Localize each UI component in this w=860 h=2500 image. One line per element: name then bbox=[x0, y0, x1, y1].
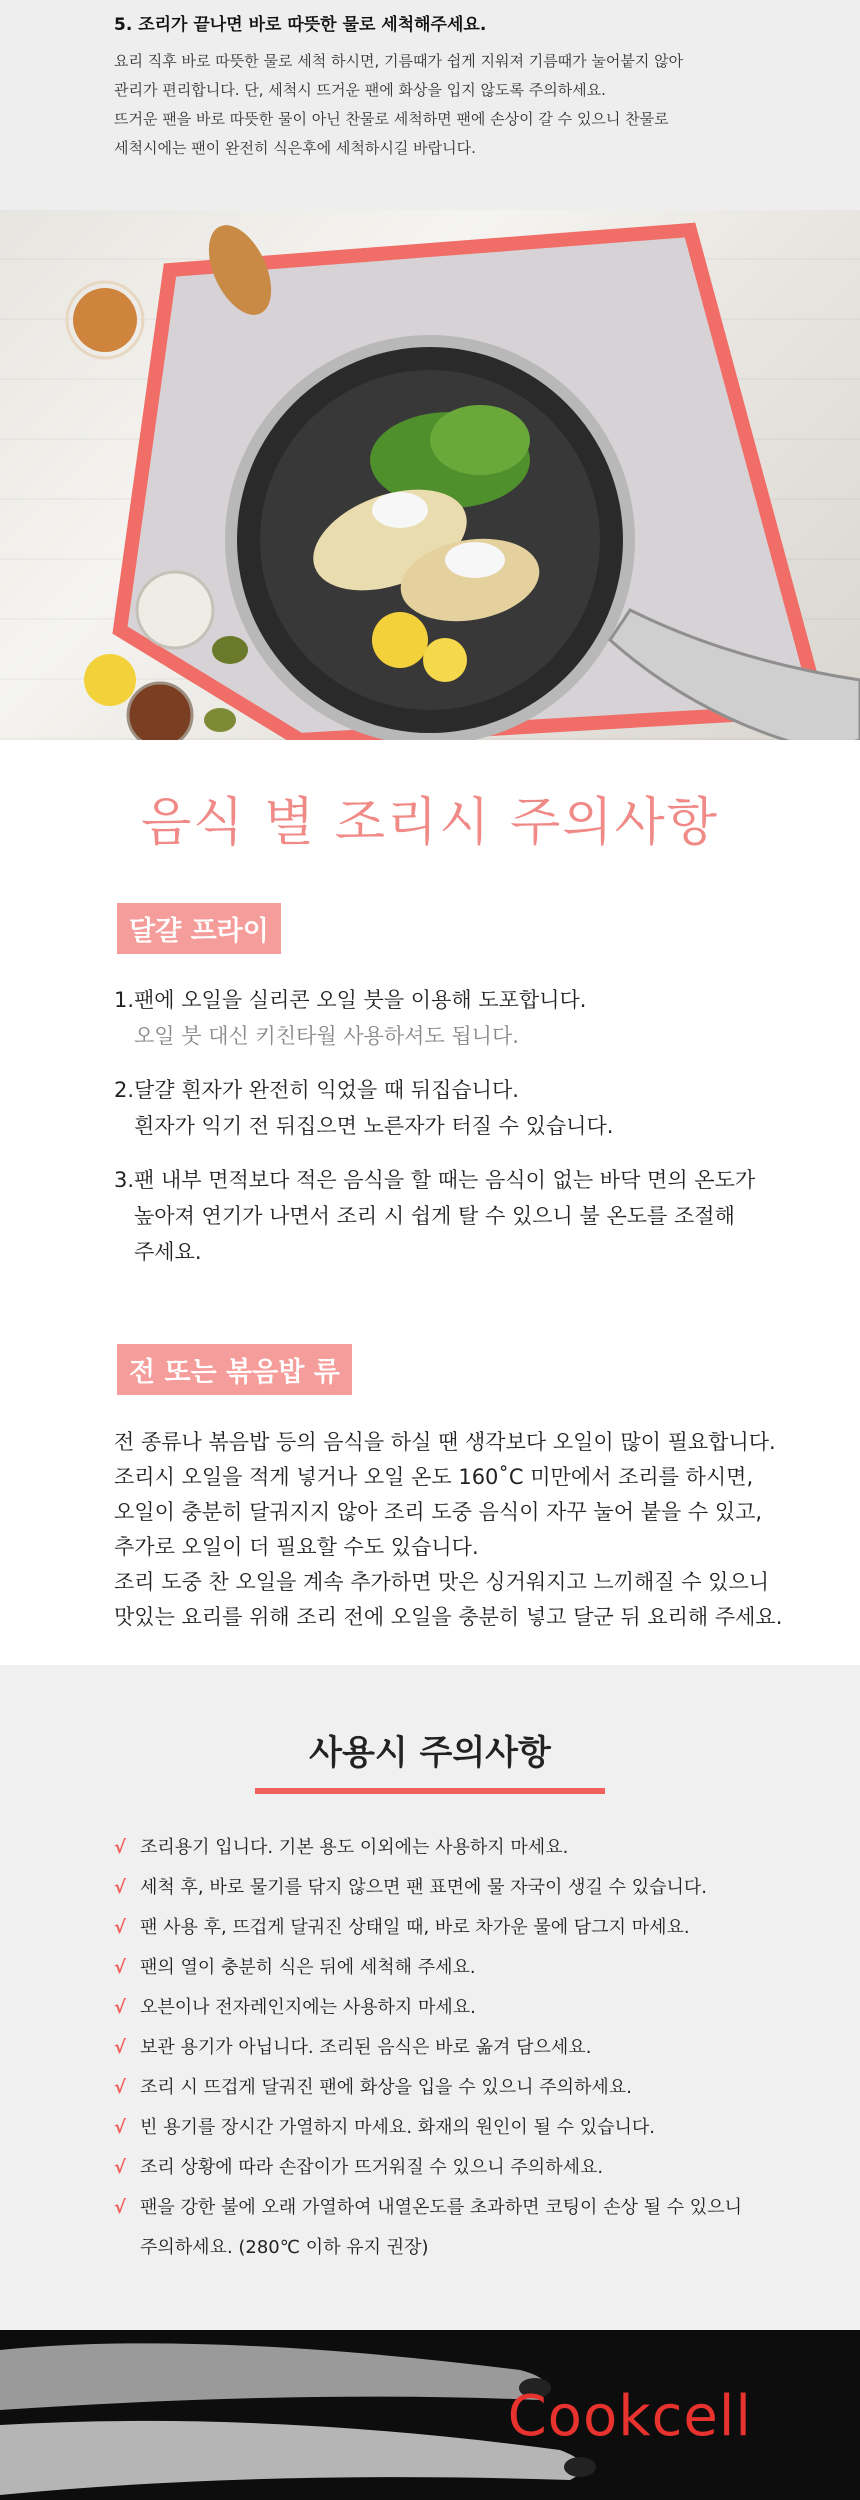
check-icon: √ bbox=[114, 2077, 127, 2098]
list-item: 3.팬 내부 면적보다 적은 음식을 할 때는 음식이 없는 바닥 면의 온도가 높아져 연기가 나면서 조리 시 쉽게 탈 수 있으니 불 온도를 조절해 주세요. bbox=[114, 1168, 756, 1264]
egg-fry-list bbox=[114, 982, 764, 1270]
check-icon: √ bbox=[114, 2037, 127, 2058]
list-item: √ 팬 사용 후, 뜨겁게 달궈진 상태일 때, 바로 차가운 물에 담그지 마세요. bbox=[114, 1908, 794, 1948]
list-item: √ 조리용기 입니다. 기본 용도 이외에는 사용하지 마세요. bbox=[114, 1828, 794, 1868]
list-item: √ 오븐이나 전자레인지에는 사용하지 마세요. bbox=[114, 1988, 794, 2028]
cleaning-tip-line: 뜨거운 팬을 바로 따뜻한 물이 아닌 찬물로 세척하면 팬에 손상이 갈 수 있으니 찬물로 bbox=[114, 110, 669, 128]
list-item: √ 조리 상황에 따라 손잡이가 뜨거워질 수 있으니 주의하세요. bbox=[114, 2148, 794, 2188]
cleaning-tip-line: 관리가 편리합니다. 단, 세척시 뜨거운 팬에 화상을 입지 않도록 주의하세요. bbox=[114, 81, 606, 99]
check-icon: √ bbox=[114, 2197, 127, 2218]
cookcell-logo: Cookcell bbox=[507, 2384, 752, 2449]
usage-precautions-title: 사용시 주의사항 bbox=[309, 1733, 551, 1773]
title-underline bbox=[255, 1788, 605, 1794]
list-item: 2.달걀 흰자가 완전히 익었을 때 뒤집습니다. 흰자가 익기 전 뒤집으면 노른자가 터질 수 있습니다. bbox=[114, 1078, 614, 1138]
cleaning-tip-line: 세척시에는 팬이 완전히 식은후에 세척하시길 바랍니다. bbox=[114, 139, 476, 157]
pan-with-fish-image bbox=[0, 210, 860, 740]
pancake-fried-rice-text: 전 종류나 볶음밥 등의 음식을 하실 땐 생각보다 오일이 많이 필요합니다. 조리시 오일을 적게 넣거나 오일 온도 160˚C 미만에서 조리를 하시면, 오일이 충분히 달궈지지 않아 조리 도중 음식이 자꾸 눌어 붙을 수 있고, 추가로 오일이 더 필요할 수도 있습니다. 조리 도중 찬 오일을 계속 추가하면 맛은 싱거워지고 느끼해질 수 있으니 맛있는 요리를 위해 조리 전에 오일을 충분히 넣고 달군 뒤 요리해 주세요. bbox=[114, 1430, 783, 1629]
lemon-shape bbox=[372, 612, 428, 668]
check-icon: √ bbox=[114, 1957, 127, 1978]
product-photo bbox=[0, 210, 860, 740]
tea-glass-shape bbox=[73, 288, 137, 352]
check-icon: √ bbox=[114, 1877, 127, 1898]
sauce-shape bbox=[372, 492, 428, 528]
cleaning-tip-line: 요리 직후 바로 따뜻한 물로 세척 하시면, 기름때가 쉽게 지워져 기름때가 눌어붙지 않아 bbox=[114, 52, 684, 70]
food-precautions-title: 음식 별 조리시 주의사항 bbox=[141, 793, 719, 853]
check-icon: √ bbox=[114, 1997, 127, 2018]
check-icon: √ bbox=[114, 1837, 127, 1858]
list-item: 1.팬에 오일을 실리콘 오일 붓을 이용해 도포합니다. 오일 붓 대신 키친타월 사용하셔도 됩니다. bbox=[114, 988, 587, 1048]
pepper-bowl-shape bbox=[128, 683, 192, 740]
yogurt-bowl-shape bbox=[137, 572, 213, 648]
check-icon: √ bbox=[114, 2117, 127, 2138]
brand-footer bbox=[0, 2330, 860, 2500]
usage-precautions-section bbox=[0, 1665, 860, 2330]
pan-handle-shape bbox=[0, 2343, 547, 2410]
check-icon: √ bbox=[114, 2157, 127, 2178]
cleaning-tip-heading: 5. 조리가 끝나면 바로 따뜻한 물로 세척해주세요. bbox=[114, 15, 487, 35]
list-item: √ 팬을 강한 불에 오래 가열하여 내열온도를 초과하면 코팅이 손상 될 수 있으니 주의하세요. (280℃ 이하 유지 권장) bbox=[114, 2188, 794, 2268]
cleaning-tip-section bbox=[0, 0, 860, 210]
list-item: √ 조리 시 뜨겁게 달궈진 팬에 화상을 입을 수 있으니 주의하세요. bbox=[114, 2068, 794, 2108]
list-item: √ 보관 용기가 아닙니다. 조리된 음식은 바로 옮겨 담으세요. bbox=[114, 2028, 794, 2068]
food-precautions-section bbox=[0, 740, 860, 1665]
list-item: √ 세척 후, 바로 물기를 닦지 않으면 팬 표면에 물 자국이 생길 수 있습니다. bbox=[114, 1868, 794, 1908]
egg-fry-badge: 달걀 프라이 bbox=[117, 903, 281, 954]
list-item: √ 빈 용기를 장시간 가열하지 마세요. 화재의 원인이 될 수 있습니다. bbox=[114, 2108, 794, 2148]
cleaning-tip-text bbox=[114, 47, 754, 163]
check-icon: √ bbox=[114, 1917, 127, 1938]
usage-precautions-list bbox=[114, 1828, 794, 2268]
pancake-fried-rice-badge: 전 또는 볶음밥 류 bbox=[117, 1344, 352, 1395]
list-item: √ 팬의 열이 충분히 식은 뒤에 세척해 주세요. bbox=[114, 1948, 794, 1988]
